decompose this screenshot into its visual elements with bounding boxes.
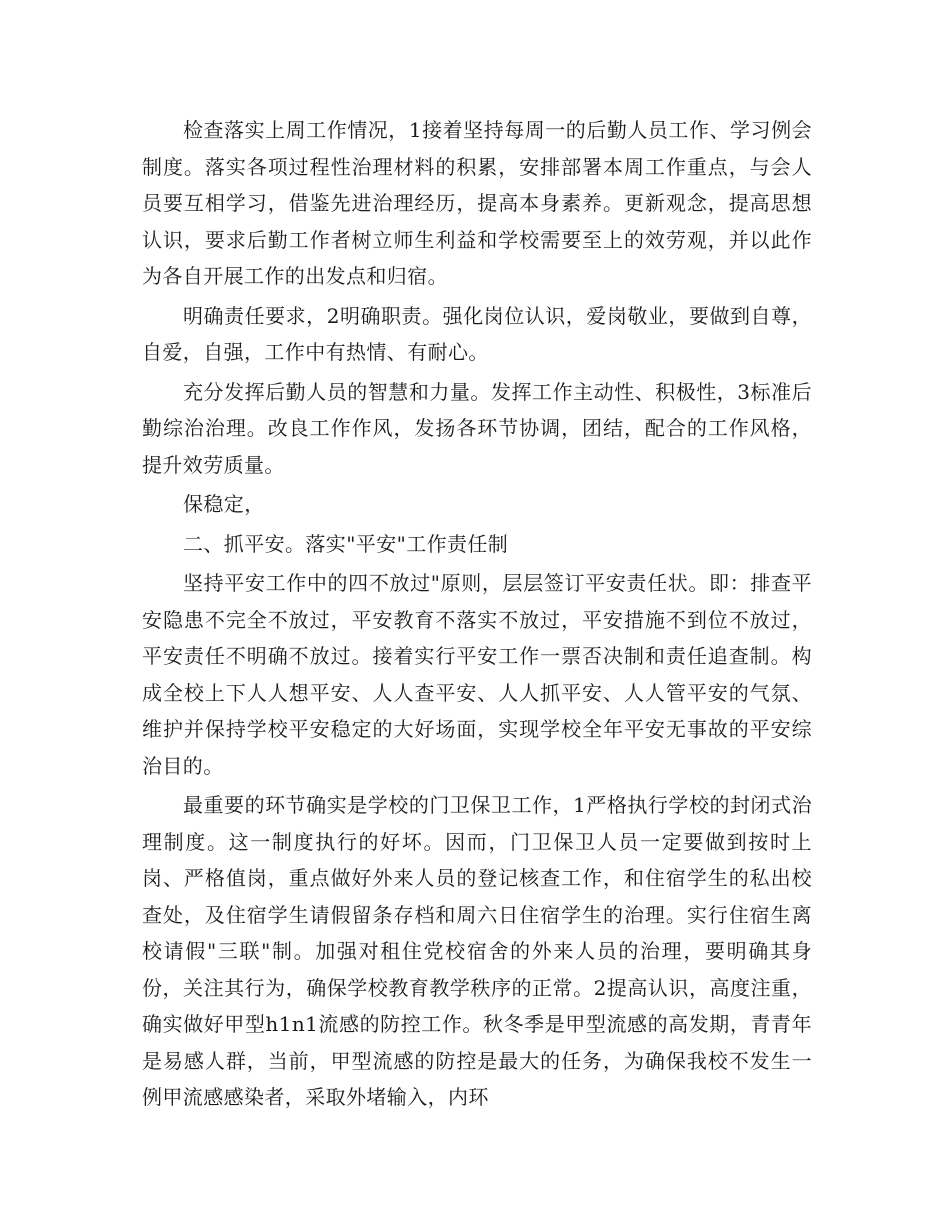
paragraph-clarify-duties: 明确责任要求，2明确职责。强化岗位认识，爱岗敬业，要做到自尊，自爱，自强，工作中有热情、有耐心。 (142, 303, 812, 364)
paragraph-logistics-staff: 充分发挥后勤人员的智慧和力量。发挥工作主动性、积极性，3标准后勤综治治理。改良工作作风，发扬各环节协调，团结，配合的工作风格，提升效劳质量。 (142, 379, 812, 477)
paragraph-review-last-week: 检查落实上周工作情况，1接着坚持每周一的后勤人员工作、学习例会制度。落实各项过程性治理材料的积累，安排部署本周工作重点，与会人员要互相学习，借鉴先进治理经历，提高本身素养。更新观念，提高思想认识，要求后勤工作者树立师生利益和学校需要至上的效劳观，并以此作为各自开展工作的出发点和归宿。 (142, 118, 812, 288)
section-heading-safety: 二、抓平安。落实"平安"工作责任制 (183, 531, 509, 556)
document-body (142, 112, 812, 1119)
paragraph-safety-principles: 坚持平安工作中的四不放过"原则，层层签订平安责任状。即：排查平安隐患不完全不放过，平安教育不落实不放过，平安措施不到位不放过，平安责任不明确不放过。接着实行平安工作一票否决制和责任追查制。构成全校上下人人想平安、人人查平安、人人抓平安、人人管平安的气氛、维护并保持学校平安稳定的大好场面，实现学校全年平安无事故的平安综治目的。 (142, 571, 812, 778)
paragraph-gate-security: 最重要的环节确实是学校的门卫保卫工作，1严格执行学校的封闭式治理制度。这一制度执行的好坏。因而，门卫保卫人员一定要做到按时上岗、严格值岗，重点做好外来人员的登记核查工作，和住宿学生的私出校查处，及住宿学生请假留条存档和周六日住宿学生的治理。实行住宿生离校请假"三联"制。加强对租住党校宿舍的外来人员的治理，要明确其身份，关注其行为，确保学校教育教学秩序的正常。2提高认识，高度注重，确实做好甲型h1n1流感的防控工作。秋冬季是甲型流感的高发期，青青年是易感人群，当前，甲型流感的防控是最大的任务，为确保我校不发生一例甲流感感染者，采取外堵输入，内环 (142, 793, 812, 1109)
paragraph-keep-stable: 保稳定， (183, 492, 265, 516)
